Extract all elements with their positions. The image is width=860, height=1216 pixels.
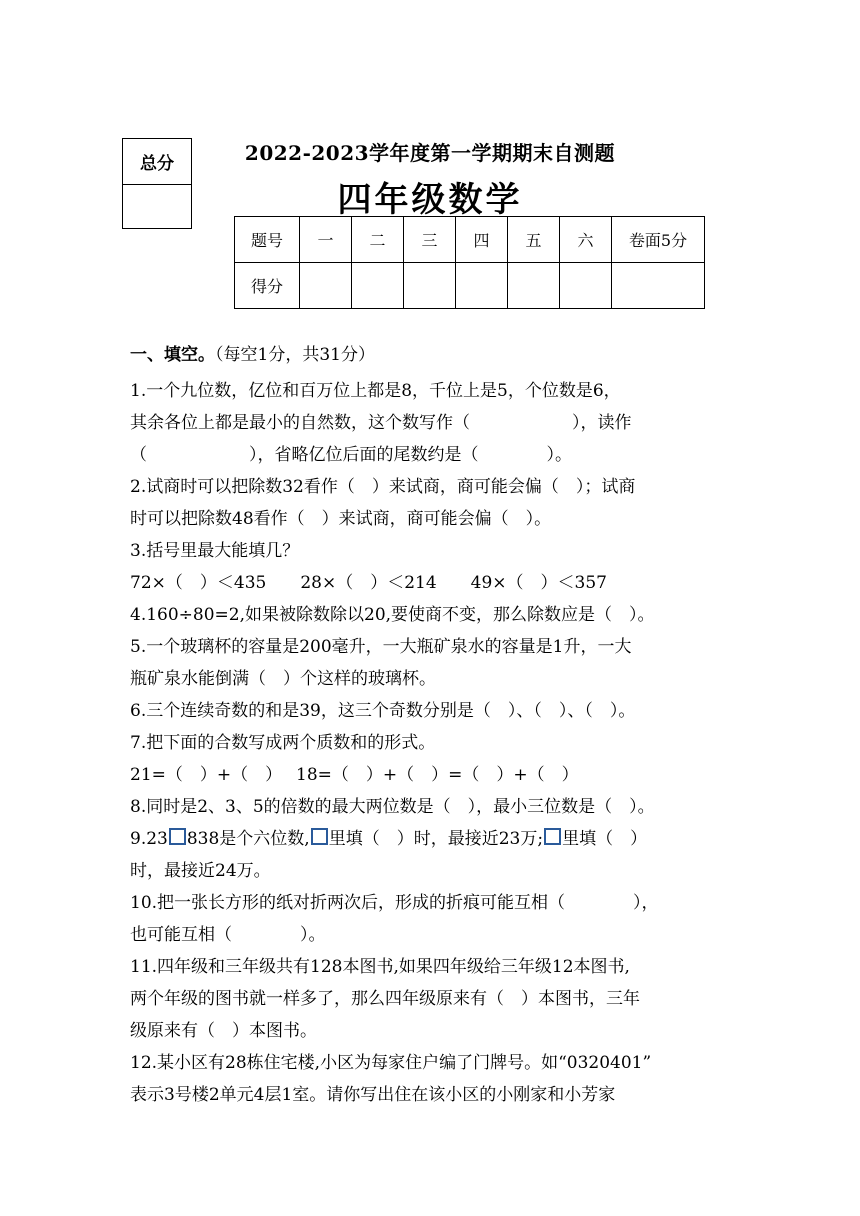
blank-square-icon xyxy=(544,828,561,845)
exam-content xyxy=(130,340,730,1111)
grade-cell: 六 xyxy=(560,217,612,263)
question-line: 5.一个玻璃杯的容量是200毫升，一大瓶矿泉水的容量是1升，一大 xyxy=(130,637,632,657)
blank-square-icon xyxy=(311,828,328,845)
question-line: 8.同时是2、3、5的倍数的最大两位数是（ ），最小三位数是（ ）。 xyxy=(130,797,655,817)
question-line: 3.括号里最大能填几？ xyxy=(130,541,300,561)
score-cell[interactable] xyxy=(508,263,560,309)
question-line: 11.四年级和三年级共有128本图书,如果四年级给三年级12本图书, xyxy=(130,957,630,977)
question-line: 6.三个连续奇数的和是39，这三个奇数分别是（ ）、（ ）、（ ）。 xyxy=(130,701,636,721)
question-line: 12.某小区有28栋住宅楼,小区为每家住户编了门牌号。如“0320401” xyxy=(130,1053,652,1073)
question-line: 2.试商时可以把除数32看作（ ）来试商，商可能会偏（ ）；试商 xyxy=(130,477,636,497)
question-line: 两个年级的图书就一样多了，那么四年级原来有（ ）本图书，三年 xyxy=(130,989,640,1009)
blank-square-icon xyxy=(169,828,186,845)
question-line: 瓶矿泉水能倒满（ ）个这样的玻璃杯。 xyxy=(130,669,436,689)
question-line: 其余各位上都是最小的自然数，这个数写作（ ），读作 xyxy=(130,413,632,433)
section-title: 一、填空。 xyxy=(130,345,215,365)
score-cell[interactable] xyxy=(560,263,612,309)
score-cell[interactable] xyxy=(612,263,705,309)
question-line: 表示3号楼2单元4层1室。请你写出住在该小区的小刚家和小芳家 xyxy=(130,1085,616,1105)
q9-text: 里填（ ） xyxy=(562,829,648,849)
question-line: 1.一个九位数，亿位和百万位上都是8，千位上是5，个位数是6， xyxy=(130,381,621,401)
score-cell[interactable] xyxy=(456,263,508,309)
score-row-label: 得分 xyxy=(235,263,300,309)
q9-text: 9.23 xyxy=(130,829,168,849)
exam-subtitle: 四年级数学 xyxy=(337,180,523,220)
exam-title: 2022-2023学年度第一学期期末自测题 xyxy=(244,141,616,165)
grade-cell: 三 xyxy=(404,217,456,263)
question-line: 72×（ ）＜435 28×（ ）＜214 49×（ ）＜357 xyxy=(130,573,607,593)
grade-cell: 题号 xyxy=(235,217,300,263)
question-line: 时，最接近24万。 xyxy=(130,861,271,881)
question-line: 也可能互相（ ）。 xyxy=(130,925,326,945)
question-line: （ ），省略亿位后面的尾数约是（ ）。 xyxy=(130,445,572,465)
score-cell[interactable] xyxy=(404,263,456,309)
question-line: 7.把下面的合数写成两个质数和的形式。 xyxy=(130,733,436,753)
grade-table-score-row xyxy=(235,263,705,309)
question-line-q9 xyxy=(130,823,730,855)
section-note: （每空1分，共31分） xyxy=(215,345,375,365)
score-cell[interactable] xyxy=(352,263,404,309)
grade-cell: 五 xyxy=(508,217,560,263)
total-score-label: 总分 xyxy=(123,139,191,185)
q9-text: 838是个六位数, xyxy=(186,829,310,849)
score-cell[interactable] xyxy=(300,263,352,309)
section-heading xyxy=(130,340,730,365)
q9-text: 里填（ ）时，最接近23万; xyxy=(328,829,544,849)
grade-table xyxy=(234,216,705,309)
grade-cell: 二 xyxy=(352,217,404,263)
grade-table-header-row xyxy=(235,217,705,263)
question-line: 21=（ ）+（ ） 18=（ ）+（ ）=（ ）+（ ） xyxy=(130,765,579,785)
grade-cell: 一 xyxy=(300,217,352,263)
question-line: 10.把一张长方形的纸对折两次后，形成的折痕可能互相（ ）， xyxy=(130,893,659,913)
question-line: 时可以把除数48看作（ ）来试商，商可能会偏（ ）。 xyxy=(130,509,552,529)
question-list xyxy=(130,375,730,1111)
question-line: 级原来有（ ）本图书。 xyxy=(130,1021,317,1041)
grade-cell: 卷面5分 xyxy=(612,217,705,263)
grade-cell: 四 xyxy=(456,217,508,263)
question-line: 4.160÷80=2,如果被除数除以20,要使商不变，那么除数应是（ ）。 xyxy=(130,605,655,625)
